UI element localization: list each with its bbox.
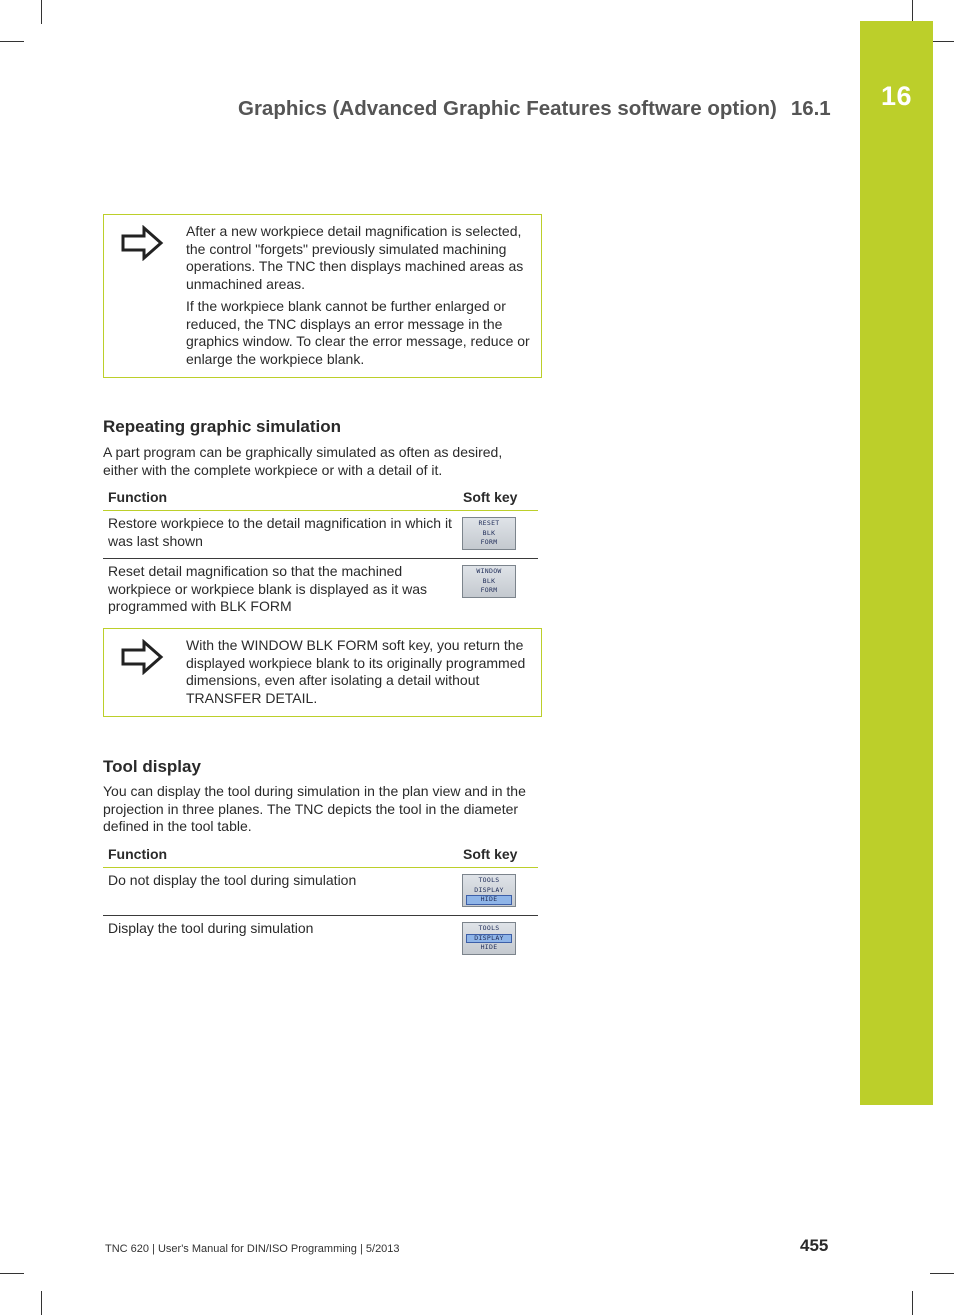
softkey-line: FORM xyxy=(480,538,498,547)
softkey-line: WINDOW xyxy=(476,567,502,576)
softkey-line: RESET xyxy=(478,519,500,528)
crop-mark xyxy=(0,1273,24,1274)
function-description: Restore workpiece to the detail magnification in which it was last shown xyxy=(108,515,452,549)
softkey-line: DISPLAY xyxy=(474,885,504,894)
table-row xyxy=(103,559,538,625)
section-intro: You can display the tool during simulation in the plan view and in the projection in three planes. The TNC depicts the tool in the diameter defined in the tool table. xyxy=(103,783,526,835)
crop-mark xyxy=(912,1291,913,1315)
right-arrow-icon xyxy=(120,225,164,261)
right-arrow-icon xyxy=(120,639,164,675)
function-description: Reset detail magnification so that the machined workpiece or workpiece blank is displayed as it was programmed with BLK FORM xyxy=(108,563,428,615)
table-header xyxy=(103,484,538,511)
tools-display-hide-softkey xyxy=(462,922,516,955)
column-header-function: Function xyxy=(108,846,168,862)
note-box xyxy=(103,214,542,378)
note-text xyxy=(186,223,531,373)
crop-mark xyxy=(41,1291,42,1315)
note-box xyxy=(103,628,542,717)
softkey-line-selected: DISPLAY xyxy=(466,934,512,944)
softkey-line: BLK xyxy=(482,528,496,537)
header-title: Graphics (Advanced Graphic Features software option) xyxy=(238,97,777,120)
note-text xyxy=(186,637,531,712)
column-header-softkey: Soft key xyxy=(463,489,518,505)
column-header-softkey: Soft key xyxy=(463,846,518,862)
softkey-line: FORM xyxy=(480,586,498,595)
softkey-line: BLK xyxy=(482,576,496,585)
note-paragraph: With the WINDOW BLK FORM soft key, you return the displayed workpiece blank to its originally programmed dimensions, even after isolating a detail without TRANSFER DETAIL. xyxy=(186,637,526,707)
section-heading: Tool display xyxy=(103,757,201,776)
header-section-number: 16.1 xyxy=(790,97,831,120)
window-blk-form-softkey xyxy=(462,565,516,598)
note-paragraph: After a new workpiece detail magnification is selected, the control "forgets" previously simulated machining operations. The TNC then displays machined areas as unmachined areas. xyxy=(186,223,524,293)
softkey-table xyxy=(103,841,538,963)
table-row xyxy=(103,868,538,916)
table-row xyxy=(103,916,538,963)
softkey-line: HIDE xyxy=(480,943,498,952)
softkey-line-selected: HIDE xyxy=(466,895,512,905)
column-header-function: Function xyxy=(108,489,168,505)
section-heading: Repeating graphic simulation xyxy=(103,417,342,436)
page-header xyxy=(238,97,838,121)
chapter-number: 16 xyxy=(880,81,913,111)
chapter-tab xyxy=(860,21,933,1105)
function-description: Display the tool during simulation xyxy=(108,920,314,936)
table-header xyxy=(103,841,538,868)
softkey-table xyxy=(103,484,538,625)
softkey-line: TOOLS xyxy=(478,876,500,885)
crop-mark xyxy=(41,0,42,24)
page-number: 455 xyxy=(800,1236,829,1255)
softkey-line: TOOLS xyxy=(478,924,500,933)
crop-mark xyxy=(0,41,24,42)
function-description: Do not display the tool during simulation xyxy=(108,872,357,888)
footer-text: TNC 620 | User's Manual for DIN/ISO Programming | 5/2013 xyxy=(105,1243,400,1255)
crop-mark xyxy=(930,1273,954,1274)
section-intro: A part program can be graphically simulated as often as desired, either with the complete workpiece or with a detail of it. xyxy=(103,444,503,478)
crop-mark xyxy=(930,41,954,42)
reset-blk-form-softkey xyxy=(462,517,516,550)
note-paragraph: If the workpiece blank cannot be further enlarged or reduced, the TNC displays an error message in the graphics window. To clear the error message, reduce or enlarge the workpiece blank. xyxy=(186,297,530,367)
table-row xyxy=(103,511,538,559)
tools-display-hide-softkey xyxy=(462,874,516,907)
